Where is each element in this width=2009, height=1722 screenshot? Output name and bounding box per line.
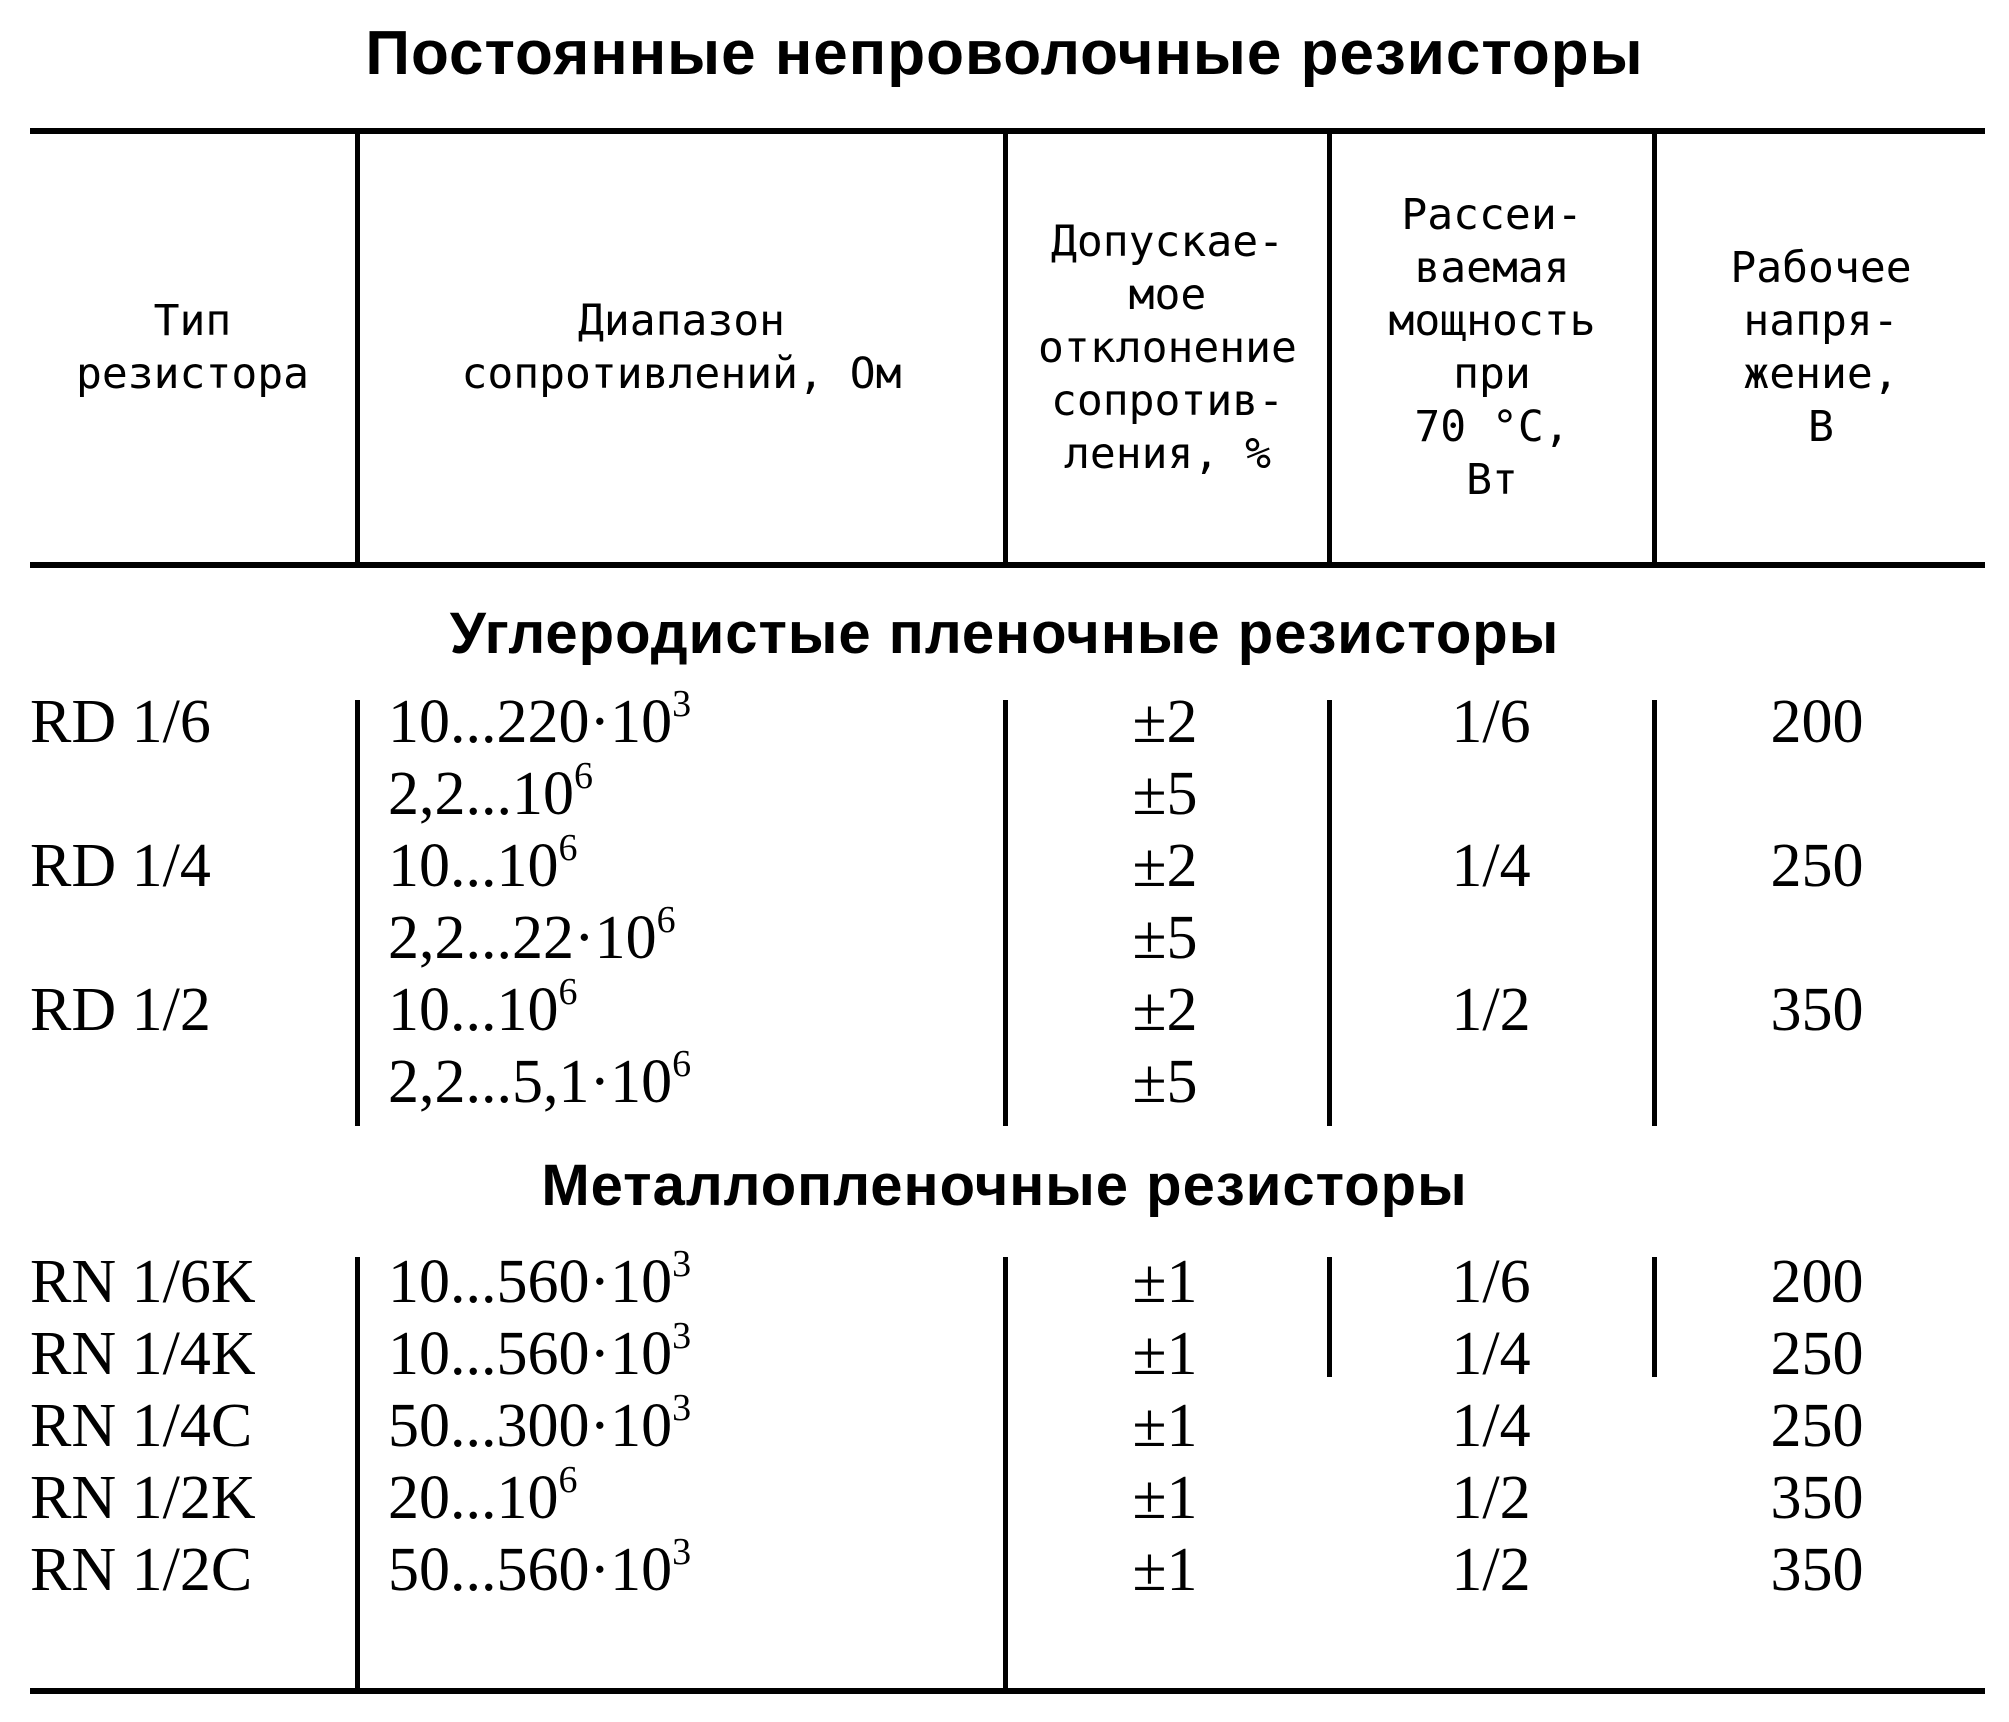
range-exponent: 3 — [672, 1531, 692, 1573]
range-base: 10...560·10 — [388, 1248, 673, 1316]
range-base: 10...10 — [388, 976, 559, 1044]
voltage-cell: 350 — [1770, 1464, 1864, 1532]
tolerance-cell: ±5 — [1132, 1048, 1198, 1116]
header-tolerance: Допускае- мое отклонение сопротив- ления, % — [1038, 216, 1297, 479]
bottom-rule — [30, 1688, 1985, 1694]
range-cell — [388, 971, 578, 1046]
power-cell: 1/4 — [1451, 832, 1531, 900]
range-base: 50...300·10 — [388, 1392, 673, 1460]
body-divider-3a — [1327, 700, 1332, 1126]
power-cell: 1/4 — [1451, 1392, 1531, 1460]
tolerance-cell: ±1 — [1132, 1392, 1198, 1460]
header-type: Тип резистора — [76, 296, 309, 399]
range-exponent: 3 — [672, 1243, 692, 1285]
range-cell — [388, 683, 692, 758]
header-power: Рассеи- ваемая мощность при 70 °C, Вт — [1388, 190, 1596, 505]
range-base: 2,2...10 — [388, 760, 574, 828]
tolerance-cell: ±1 — [1132, 1248, 1198, 1316]
range-cell — [388, 755, 593, 830]
range-exponent: 6 — [672, 1043, 692, 1085]
tolerance-cell: ±1 — [1132, 1320, 1198, 1388]
voltage-cell: 250 — [1770, 832, 1864, 900]
range-base: 10...10 — [388, 832, 559, 900]
header-range: Диапазон сопротивлений, Ом — [461, 296, 902, 399]
type-cell: RN 1/6K — [30, 1248, 256, 1316]
tolerance-cell: ±2 — [1132, 976, 1198, 1044]
range-base: 10...560·10 — [388, 1320, 673, 1388]
body-divider-1a — [355, 700, 360, 1126]
range-cell — [388, 1387, 692, 1462]
range-exponent: 6 — [558, 1459, 578, 1501]
range-base: 20...10 — [388, 1464, 559, 1532]
range-cell — [388, 899, 676, 974]
range-cell — [388, 1315, 692, 1390]
voltage-cell: 250 — [1770, 1392, 1864, 1460]
range-base: 10...220·10 — [388, 688, 673, 756]
range-base: 2,2...5,1·10 — [388, 1048, 673, 1116]
tolerance-cell: ±2 — [1132, 688, 1198, 756]
range-cell — [388, 1531, 692, 1606]
type-cell: RN 1/4C — [30, 1392, 253, 1460]
voltage-cell: 200 — [1770, 1248, 1864, 1316]
body-divider-4a — [1652, 700, 1657, 1126]
power-cell: 1/2 — [1451, 1464, 1531, 1532]
power-cell: 1/6 — [1451, 1248, 1531, 1316]
type-cell: RN 1/4K — [30, 1320, 256, 1388]
table-title: Постоянные непроволочные резисторы — [365, 19, 1644, 88]
body-divider-1b — [355, 1257, 360, 1688]
type-cell: RD 1/2 — [30, 976, 211, 1044]
range-base: 2,2...22·10 — [388, 904, 657, 972]
range-cell — [388, 1243, 692, 1318]
power-cell: 1/2 — [1451, 1536, 1531, 1604]
power-cell: 1/4 — [1451, 1320, 1531, 1388]
power-cell: 1/6 — [1451, 688, 1531, 756]
header-voltage: Рабочее напря- жение, В — [1730, 243, 1912, 452]
power-cell: 1/2 — [1451, 976, 1531, 1044]
voltage-cell: 350 — [1770, 976, 1864, 1044]
tolerance-cell: ±1 — [1132, 1536, 1198, 1604]
range-cell — [388, 827, 578, 902]
range-cell — [388, 1043, 692, 1118]
voltage-cell: 250 — [1770, 1320, 1864, 1388]
type-cell: RD 1/4 — [30, 832, 211, 900]
range-base: 50...560·10 — [388, 1536, 673, 1604]
type-cell: RD 1/6 — [30, 688, 211, 756]
range-exponent: 6 — [558, 971, 578, 1013]
type-cell: RN 1/2C — [30, 1536, 253, 1604]
type-cell: RN 1/2K — [30, 1464, 256, 1532]
range-exponent: 3 — [672, 1387, 692, 1429]
voltage-cell: 200 — [1770, 688, 1864, 756]
section-title-metal: Металлопленочные резисторы — [541, 1153, 1468, 1218]
range-exponent: 6 — [656, 899, 676, 941]
range-cell — [388, 1459, 578, 1534]
tolerance-cell: ±5 — [1132, 904, 1198, 972]
range-exponent: 6 — [558, 827, 578, 869]
tolerance-cell: ±1 — [1132, 1464, 1198, 1532]
section-title-carbon: Углеродистые пленочные резисторы — [449, 601, 1560, 666]
voltage-cell: 350 — [1770, 1536, 1864, 1604]
range-exponent: 3 — [672, 683, 692, 725]
range-exponent: 3 — [672, 1315, 692, 1357]
tolerance-cell: ±2 — [1132, 832, 1198, 900]
tolerance-cell: ±5 — [1132, 760, 1198, 828]
range-exponent: 6 — [574, 755, 593, 797]
